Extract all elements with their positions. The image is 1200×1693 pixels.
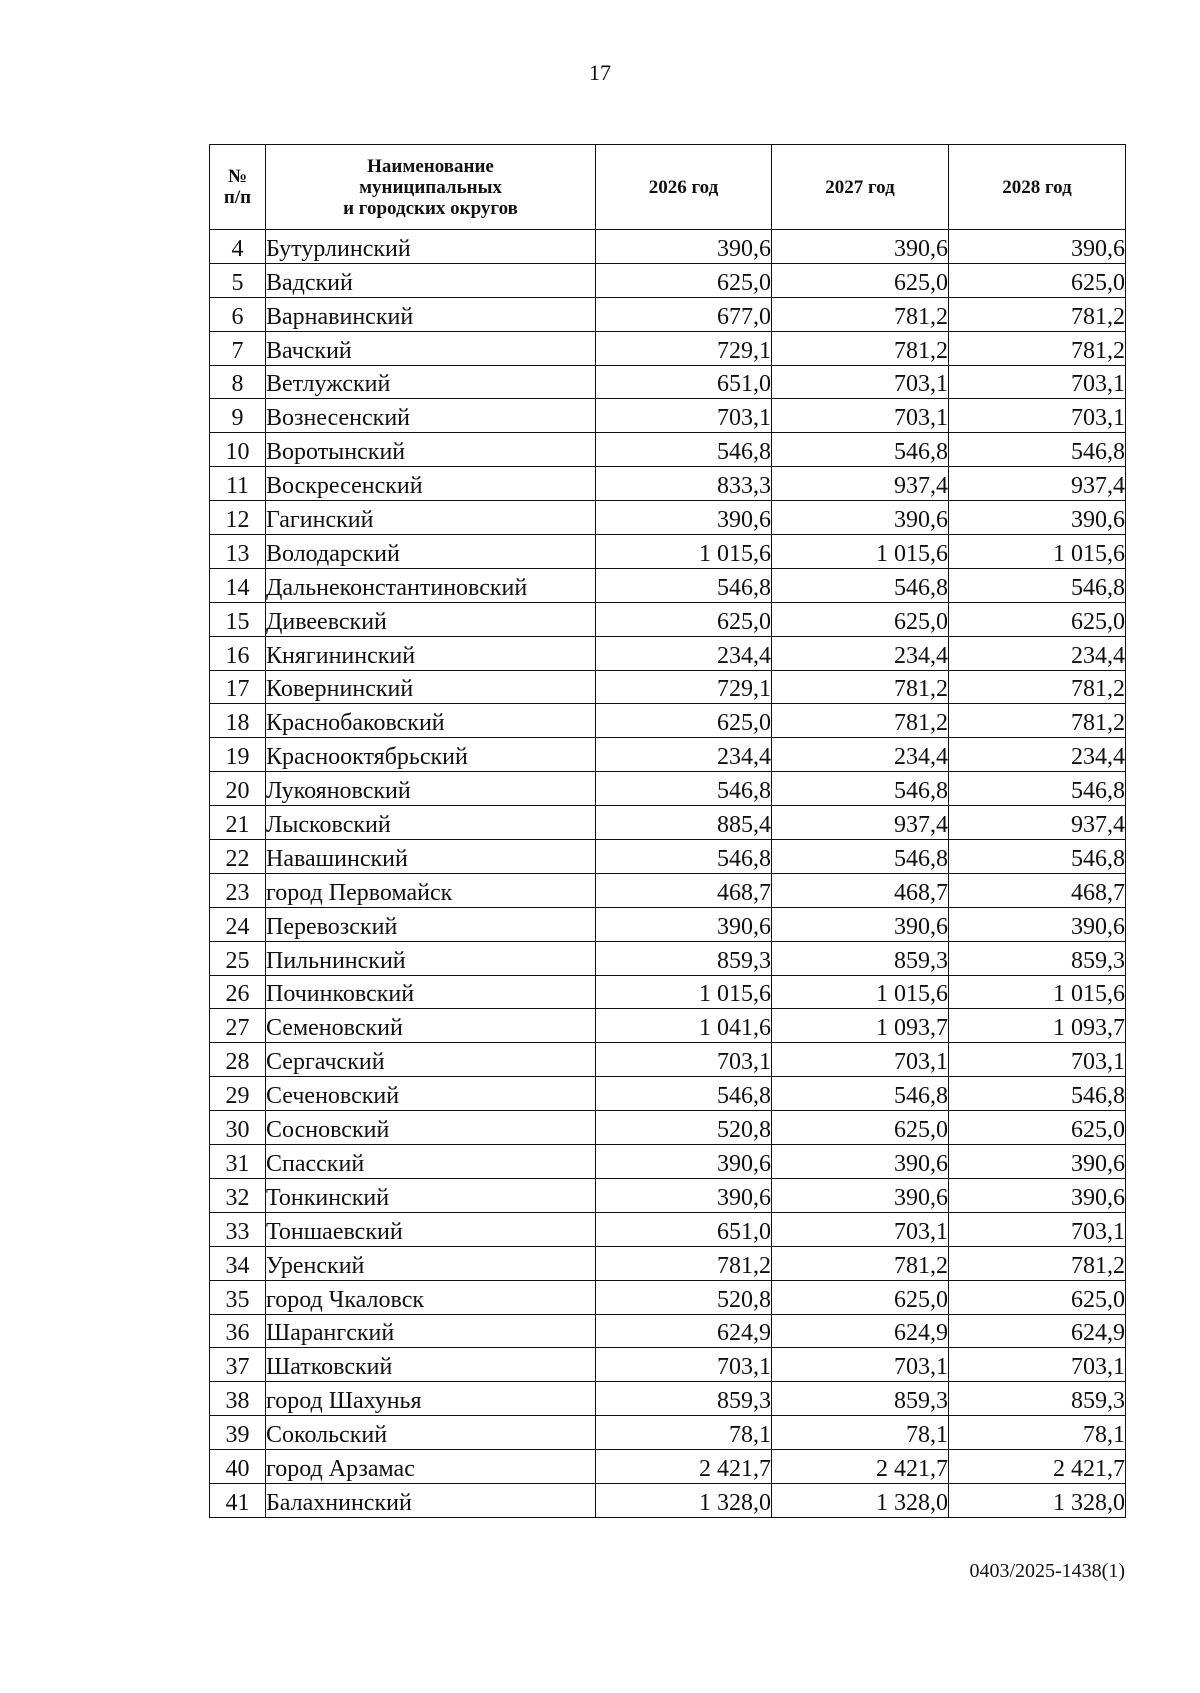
- value-2028: 703,1: [949, 1348, 1126, 1382]
- value-2028: 390,6: [949, 1178, 1126, 1212]
- value-2027: 546,8: [772, 568, 949, 602]
- value-2026: 234,4: [596, 636, 772, 670]
- value-2027: 625,0: [772, 263, 949, 297]
- value-2026: 703,1: [596, 1348, 772, 1382]
- value-2026: 78,1: [596, 1416, 772, 1450]
- value-2027: 390,6: [772, 230, 949, 264]
- value-2026: 859,3: [596, 941, 772, 975]
- value-2027: 1 015,6: [772, 975, 949, 1009]
- value-2027: 546,8: [772, 772, 949, 806]
- row-name: Вознесенский: [266, 399, 596, 433]
- value-2027: 546,8: [772, 1077, 949, 1111]
- table-row: [210, 1280, 1126, 1314]
- table-row: [210, 1314, 1126, 1348]
- row-name: Пильнинский: [266, 941, 596, 975]
- value-2027: 703,1: [772, 365, 949, 399]
- value-2028: 624,9: [949, 1314, 1126, 1348]
- row-number: 41: [210, 1483, 266, 1517]
- row-name: Краснобаковский: [266, 704, 596, 738]
- header-num: [210, 145, 266, 230]
- row-number: 35: [210, 1280, 266, 1314]
- table-row: [210, 467, 1126, 501]
- table-row: [210, 1009, 1126, 1043]
- value-2028: 703,1: [949, 1212, 1126, 1246]
- row-name: Сеченовский: [266, 1077, 596, 1111]
- value-2026: 625,0: [596, 602, 772, 636]
- value-2027: 390,6: [772, 1178, 949, 1212]
- row-number: 15: [210, 602, 266, 636]
- row-name: Дальнеконстантиновский: [266, 568, 596, 602]
- value-2026: 781,2: [596, 1246, 772, 1280]
- table-row: [210, 501, 1126, 535]
- value-2026: 390,6: [596, 1145, 772, 1179]
- table-row: [210, 1450, 1126, 1484]
- value-2027: 859,3: [772, 1382, 949, 1416]
- table-row: [210, 433, 1126, 467]
- value-2026: 234,4: [596, 738, 772, 772]
- value-2028: 546,8: [949, 433, 1126, 467]
- value-2027: 625,0: [772, 602, 949, 636]
- table-header-row: [210, 145, 1126, 230]
- row-number: 28: [210, 1043, 266, 1077]
- value-2028: 703,1: [949, 365, 1126, 399]
- value-2028: 625,0: [949, 602, 1126, 636]
- page-number: 17: [589, 60, 611, 85]
- value-2028: 390,6: [949, 501, 1126, 535]
- row-number: 20: [210, 772, 266, 806]
- row-number: 4: [210, 230, 266, 264]
- value-2026: 729,1: [596, 331, 772, 365]
- value-2026: 677,0: [596, 297, 772, 331]
- table-row: [210, 1416, 1126, 1450]
- table-row: [210, 263, 1126, 297]
- value-2026: 546,8: [596, 433, 772, 467]
- value-2028: 781,2: [949, 297, 1126, 331]
- row-number: 26: [210, 975, 266, 1009]
- value-2028: 234,4: [949, 738, 1126, 772]
- row-number: 17: [210, 670, 266, 704]
- row-name: Ковернинский: [266, 670, 596, 704]
- row-number: 34: [210, 1246, 266, 1280]
- value-2027: 468,7: [772, 873, 949, 907]
- value-2028: 781,2: [949, 331, 1126, 365]
- value-2026: 703,1: [596, 1043, 772, 1077]
- header-2028: 2028 год: [949, 145, 1126, 230]
- row-number: 18: [210, 704, 266, 738]
- table-row: [210, 1111, 1126, 1145]
- row-name: Шарангский: [266, 1314, 596, 1348]
- value-2027: 703,1: [772, 1212, 949, 1246]
- value-2026: 1 041,6: [596, 1009, 772, 1043]
- value-2028: 546,8: [949, 772, 1126, 806]
- row-number: 5: [210, 263, 266, 297]
- table-row: [210, 1212, 1126, 1246]
- row-number: 36: [210, 1314, 266, 1348]
- value-2028: 781,2: [949, 1246, 1126, 1280]
- row-name: Тонкинский: [266, 1178, 596, 1212]
- table-row: [210, 840, 1126, 874]
- value-2026: 390,6: [596, 501, 772, 535]
- table-row: [210, 738, 1126, 772]
- header-2026: 2026 год: [596, 145, 772, 230]
- value-2027: 1 093,7: [772, 1009, 949, 1043]
- document-code: 0403/2025-1438(1): [969, 1560, 1125, 1582]
- value-2028: 1 015,6: [949, 975, 1126, 1009]
- value-2026: 546,8: [596, 1077, 772, 1111]
- value-2026: 651,0: [596, 365, 772, 399]
- row-number: 30: [210, 1111, 266, 1145]
- value-2026: 390,6: [596, 907, 772, 941]
- row-name: Тоншаевский: [266, 1212, 596, 1246]
- value-2026: 546,8: [596, 840, 772, 874]
- table-row: [210, 772, 1126, 806]
- row-number: 39: [210, 1416, 266, 1450]
- row-number: 22: [210, 840, 266, 874]
- value-2027: 625,0: [772, 1280, 949, 1314]
- value-2027: 1 015,6: [772, 535, 949, 569]
- value-2028: 390,6: [949, 1145, 1126, 1179]
- value-2027: 546,8: [772, 433, 949, 467]
- table-row: [210, 636, 1126, 670]
- row-name: Лысковский: [266, 806, 596, 840]
- table-row: [210, 331, 1126, 365]
- allocation-table: [209, 144, 1126, 1518]
- row-number: 14: [210, 568, 266, 602]
- value-2027: 937,4: [772, 806, 949, 840]
- value-2026: 546,8: [596, 568, 772, 602]
- row-name: Перевозский: [266, 907, 596, 941]
- row-number: 12: [210, 501, 266, 535]
- row-number: 37: [210, 1348, 266, 1382]
- row-number: 10: [210, 433, 266, 467]
- row-number: 40: [210, 1450, 266, 1484]
- row-number: 33: [210, 1212, 266, 1246]
- value-2028: 390,6: [949, 230, 1126, 264]
- table-row: [210, 907, 1126, 941]
- value-2027: 859,3: [772, 941, 949, 975]
- value-2028: 937,4: [949, 806, 1126, 840]
- value-2028: 781,2: [949, 670, 1126, 704]
- value-2026: 468,7: [596, 873, 772, 907]
- row-name: Княгининский: [266, 636, 596, 670]
- value-2027: 937,4: [772, 467, 949, 501]
- row-name: Балахнинский: [266, 1483, 596, 1517]
- value-2028: 390,6: [949, 907, 1126, 941]
- table-row: [210, 806, 1126, 840]
- value-2028: 625,0: [949, 263, 1126, 297]
- row-name: Уренский: [266, 1246, 596, 1280]
- table-row: [210, 568, 1126, 602]
- row-number: 7: [210, 331, 266, 365]
- row-name: Володарский: [266, 535, 596, 569]
- value-2027: 624,9: [772, 1314, 949, 1348]
- table-row: [210, 1483, 1126, 1517]
- row-name: Сокольский: [266, 1416, 596, 1450]
- value-2028: 937,4: [949, 467, 1126, 501]
- value-2028: 546,8: [949, 1077, 1126, 1111]
- row-name: Краснооктябрьский: [266, 738, 596, 772]
- value-2026: 520,8: [596, 1111, 772, 1145]
- value-2028: 1 015,6: [949, 535, 1126, 569]
- table-row: [210, 704, 1126, 738]
- table-row: [210, 873, 1126, 907]
- table-row: [210, 602, 1126, 636]
- row-name: город Шахунья: [266, 1382, 596, 1416]
- value-2027: 703,1: [772, 1043, 949, 1077]
- row-number: 11: [210, 467, 266, 501]
- row-name: город Арзамас: [266, 1450, 596, 1484]
- row-name: Починковский: [266, 975, 596, 1009]
- table-row: [210, 941, 1126, 975]
- row-number: 25: [210, 941, 266, 975]
- row-number: 6: [210, 297, 266, 331]
- value-2026: 2 421,7: [596, 1450, 772, 1484]
- value-2027: 546,8: [772, 840, 949, 874]
- row-number: 27: [210, 1009, 266, 1043]
- value-2028: 468,7: [949, 873, 1126, 907]
- value-2028: 234,4: [949, 636, 1126, 670]
- row-name: Воскресенский: [266, 467, 596, 501]
- table-row: [210, 975, 1126, 1009]
- table-row: [210, 1246, 1126, 1280]
- value-2028: 703,1: [949, 399, 1126, 433]
- value-2027: 781,2: [772, 704, 949, 738]
- table-row: [210, 365, 1126, 399]
- value-2026: 885,4: [596, 806, 772, 840]
- row-name: Вачский: [266, 331, 596, 365]
- table-row: [210, 230, 1126, 264]
- row-name: Лукояновский: [266, 772, 596, 806]
- value-2027: 390,6: [772, 907, 949, 941]
- row-name: город Первомайск: [266, 873, 596, 907]
- value-2026: 833,3: [596, 467, 772, 501]
- value-2027: 390,6: [772, 501, 949, 535]
- row-number: 9: [210, 399, 266, 433]
- row-number: 23: [210, 873, 266, 907]
- table-row: [210, 1145, 1126, 1179]
- row-name: Дивеевский: [266, 602, 596, 636]
- value-2028: 546,8: [949, 568, 1126, 602]
- table-row: [210, 670, 1126, 704]
- table-row: [210, 1178, 1126, 1212]
- row-name: Сосновский: [266, 1111, 596, 1145]
- row-name: Спасский: [266, 1145, 596, 1179]
- table-row: [210, 1077, 1126, 1111]
- value-2027: 703,1: [772, 399, 949, 433]
- row-name: город Чкаловск: [266, 1280, 596, 1314]
- value-2027: 781,2: [772, 297, 949, 331]
- table-row: [210, 535, 1126, 569]
- row-number: 29: [210, 1077, 266, 1111]
- row-number: 19: [210, 738, 266, 772]
- value-2026: 390,6: [596, 230, 772, 264]
- value-2028: 625,0: [949, 1280, 1126, 1314]
- row-number: 31: [210, 1145, 266, 1179]
- row-name: Сергачский: [266, 1043, 596, 1077]
- value-2026: 1 015,6: [596, 535, 772, 569]
- value-2027: 234,4: [772, 738, 949, 772]
- value-2026: 520,8: [596, 1280, 772, 1314]
- table-row: [210, 297, 1126, 331]
- value-2027: 78,1: [772, 1416, 949, 1450]
- value-2028: 2 421,7: [949, 1450, 1126, 1484]
- table-row: [210, 1043, 1126, 1077]
- row-name: Воротынский: [266, 433, 596, 467]
- value-2027: 781,2: [772, 670, 949, 704]
- table-row: [210, 399, 1126, 433]
- value-2027: 390,6: [772, 1145, 949, 1179]
- value-2026: 651,0: [596, 1212, 772, 1246]
- value-2026: 624,9: [596, 1314, 772, 1348]
- value-2026: 546,8: [596, 772, 772, 806]
- value-2027: 1 328,0: [772, 1483, 949, 1517]
- value-2027: 2 421,7: [772, 1450, 949, 1484]
- value-2026: 1 015,6: [596, 975, 772, 1009]
- row-name: Варнавинский: [266, 297, 596, 331]
- header-num-text: № п/п: [223, 166, 252, 208]
- row-number: 13: [210, 535, 266, 569]
- header-name: [266, 145, 596, 230]
- header-name-text: Наименование муниципальных и городских округов: [343, 155, 518, 219]
- row-name: Ветлужский: [266, 365, 596, 399]
- row-name: Бутурлинский: [266, 230, 596, 264]
- value-2028: 859,3: [949, 1382, 1126, 1416]
- table-body: [210, 230, 1126, 1518]
- value-2027: 781,2: [772, 331, 949, 365]
- table-row: [210, 1382, 1126, 1416]
- value-2028: 781,2: [949, 704, 1126, 738]
- value-2027: 703,1: [772, 1348, 949, 1382]
- value-2026: 703,1: [596, 399, 772, 433]
- table-row: [210, 1348, 1126, 1382]
- header-2027: 2027 год: [772, 145, 949, 230]
- value-2026: 1 328,0: [596, 1483, 772, 1517]
- row-number: 21: [210, 806, 266, 840]
- value-2026: 625,0: [596, 704, 772, 738]
- value-2027: 781,2: [772, 1246, 949, 1280]
- value-2026: 859,3: [596, 1382, 772, 1416]
- value-2028: 78,1: [949, 1416, 1126, 1450]
- row-number: 32: [210, 1178, 266, 1212]
- value-2028: 546,8: [949, 840, 1126, 874]
- value-2028: 859,3: [949, 941, 1126, 975]
- row-number: 38: [210, 1382, 266, 1416]
- row-number: 24: [210, 907, 266, 941]
- row-name: Шатковский: [266, 1348, 596, 1382]
- value-2026: 390,6: [596, 1178, 772, 1212]
- value-2028: 625,0: [949, 1111, 1126, 1145]
- row-name: Семеновский: [266, 1009, 596, 1043]
- row-name: Гагинский: [266, 501, 596, 535]
- value-2027: 234,4: [772, 636, 949, 670]
- value-2028: 1 093,7: [949, 1009, 1126, 1043]
- value-2026: 729,1: [596, 670, 772, 704]
- row-name: Вадский: [266, 263, 596, 297]
- value-2028: 1 328,0: [949, 1483, 1126, 1517]
- row-number: 8: [210, 365, 266, 399]
- value-2027: 625,0: [772, 1111, 949, 1145]
- row-name: Навашинский: [266, 840, 596, 874]
- row-number: 16: [210, 636, 266, 670]
- value-2028: 703,1: [949, 1043, 1126, 1077]
- value-2026: 625,0: [596, 263, 772, 297]
